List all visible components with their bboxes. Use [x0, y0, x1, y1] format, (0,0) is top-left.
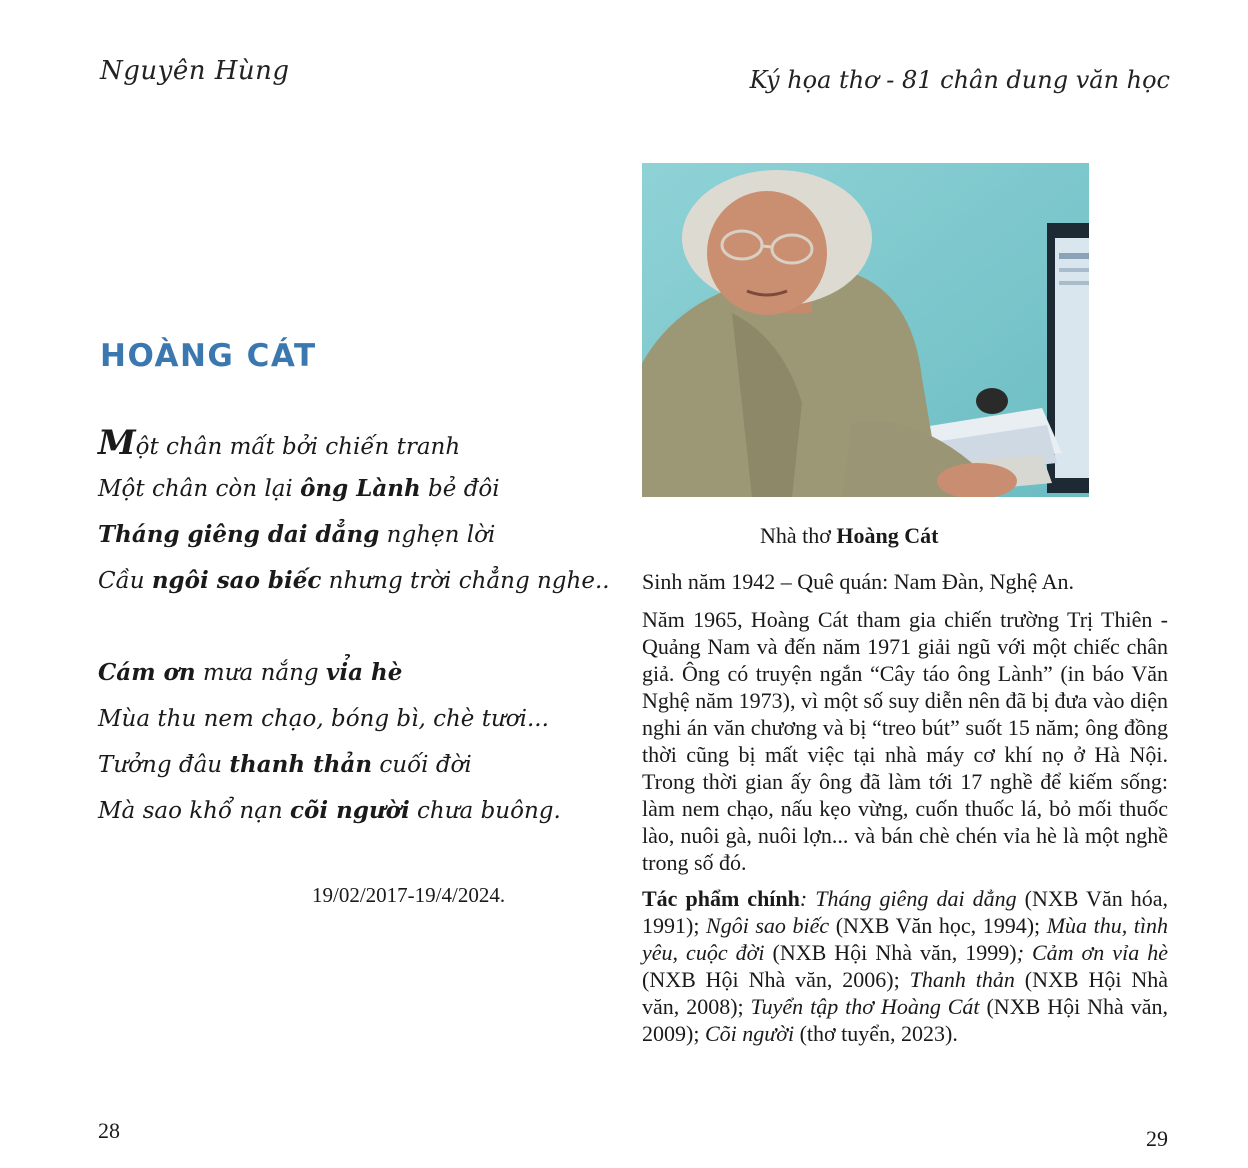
- poem-line: Mùa thu nem chạo, bóng bì, chè tươi...: [98, 706, 549, 732]
- poem-line: Mà sao khổ nạn cõi người chưa buông.: [98, 797, 561, 824]
- bio-story: Năm 1965, Hoàng Cát tham gia chiến trường Trị Thiên - Quảng Nam và đến năm 1971 giải ngũ với một chiếc chân giả. Ông có truyện ngắn “Cây táo ông Lành” (in báo Văn Nghệ năm 1973), vì một số suy diễn nên đã bị đưa vào diện nghi án văn chương và bị “treo bút” suốt 15 năm; ông đồng thời cũng bị mất việc tại nhà máy cơ khí nọ ở Hà Nội. Trong thời gian ấy ông đã làm tới 17 nghề để kiếm sống: làm nem chạo, nấu kẹo vừng, cuốn thuốc lá, bỏ mối thuốc lào, nuôi gà, nuôi lợn... và bán chè chén vỉa hè là một nghề trong số đó.: [642, 607, 1168, 875]
- photo-caption: Nhà thơ Hoàng Cát: [760, 523, 939, 548]
- poem-title: HOÀNG CÁT: [100, 338, 317, 374]
- bio-works: Tác phẩm chính: Tháng giêng dai dẳng (NXB Văn hóa, 1991); Ngôi sao biếc (NXB Văn học, 1994); Mùa thu, tình yêu, cuộc đời (NXB Hội Nhà văn, 1999); Cảm ơn vỉa hè (NXB Hội Nhà văn, 2006); Thanh thản (NXB Hội Nhà văn, 2008); Tuyển tập thơ Hoàng Cát (NXB Hội Nhà văn, 2009); Cõi người (thơ tuyển, 2023).: [642, 886, 1169, 1046]
- works-label: Tác phẩm chính: [642, 886, 800, 911]
- running-header-book-title: Ký họa thơ - 81 chân dung văn học: [749, 66, 1170, 94]
- drop-cap: M: [98, 423, 136, 463]
- poem-line: Một chân mất bởi chiến tranh: [98, 423, 461, 463]
- author-biography: [642, 568, 1168, 1056]
- bio-birth: Sinh năm 1942 – Quê quán: Nam Đàn, Nghệ An.: [642, 569, 1074, 594]
- running-header-author: Nguyên Hùng: [100, 56, 290, 86]
- author-portrait-photo: [642, 163, 1089, 497]
- page-number-left: 28: [98, 1118, 120, 1143]
- poem-line: Cầu ngôi sao biếc nhưng trời chẳng nghe..: [98, 567, 610, 594]
- poem-line: Tháng giêng dai dẳng nghẹn lời: [98, 521, 496, 548]
- poem-body: [98, 420, 610, 834]
- page-number-right: 29: [1146, 1126, 1168, 1151]
- poem-line: Tưởng đâu thanh thản cuối đời: [98, 751, 472, 778]
- poem-line: Một chân còn lại ông Lành bẻ đôi: [98, 475, 500, 502]
- caption-author-name: Hoàng Cát: [836, 523, 939, 548]
- poem-line: Cám ơn mưa nắng vỉa hè: [98, 659, 403, 686]
- poem-date: 19/02/2017-19/4/2024.: [312, 883, 506, 907]
